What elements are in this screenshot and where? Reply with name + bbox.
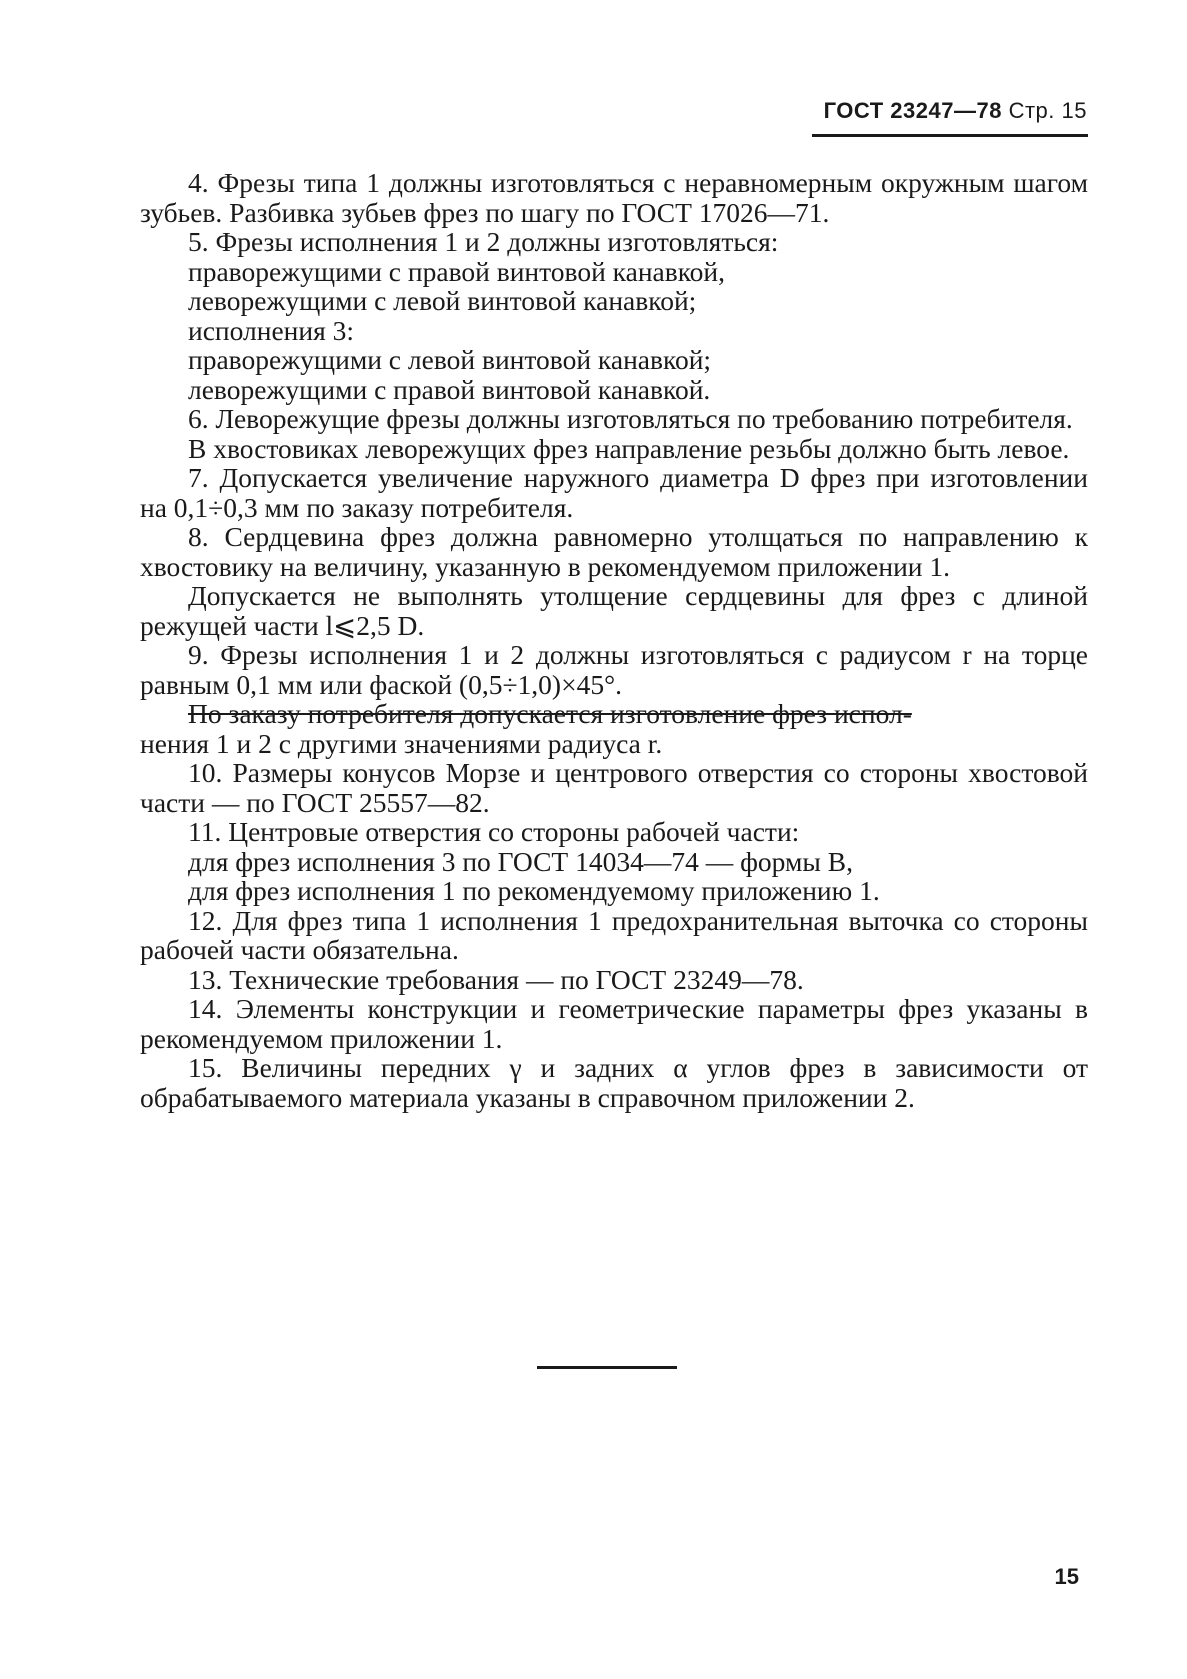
clause-12: 12. Для фрез типа 1 исполнения 1 предохранительная выточка со стороны рабочей части обязательна. [140, 904, 1088, 965]
header-rule [812, 134, 1088, 137]
clause-7: 7. Допускается увеличение наружного диаметра D фрез при изготовлении на 0,1÷0,3 мм по заказу потребителя. [140, 462, 1088, 523]
clause-9-note-text: нения 1 и 2 с другими значениями радиуса r. [140, 727, 663, 759]
page-number: 15 [1054, 1564, 1079, 1589]
clause-11-item-2: для фрез исполнения 1 по рекомендуемому приложению 1. [188, 875, 880, 906]
clause-5-item-3: праворежущими с левой винтовой канавкой; [188, 344, 712, 375]
clause-14: 14. Элементы конструкции и геометрические параметры фрез указаны в рекомендуемом приложении 1. [140, 993, 1088, 1054]
clause-5-item-2: леворежущими с левой винтовой канавкой; [188, 285, 697, 316]
struck-text: По заказу потребителя допускается изготовление фрез испол- [188, 698, 912, 729]
clause-5: 5. Фрезы исполнения 1 и 2 должны изготовляться: [188, 226, 779, 257]
clause-15: 15. Величины передних γ и задних α углов фрез в зависимости от обрабатываемого материала указаны в справочном приложении 2. [140, 1052, 1088, 1113]
clause-11-item-1: для фрез исполнения 3 по ГОСТ 14034—74 — формы В, [188, 845, 853, 877]
clause-8-note: Допускается не выполнять утолщение сердцевины для фрез с длиной режущей части l⩽2,5 D. [140, 580, 1088, 641]
page-label: Стр. 15 [1008, 98, 1087, 123]
clause-5-subheading: исполнения 3: [188, 314, 355, 346]
clause-6: 6. Леворежущие фрезы должны изготовляться по требованию потребителя. [188, 403, 1073, 434]
clause-10: 10. Размеры конусов Морзе и центрового отверстия со стороны хвостовой части — по ГОСТ 25557—82. [140, 757, 1088, 818]
clause-8: 8. Сердцевина фрез должна равномерно утолщаться по направлению к хвостовику на величину, указанную в рекомендуемом приложении 1. [140, 521, 1088, 582]
clause-11: 11. Центровые отверстия со стороны рабочей части: [188, 816, 800, 847]
clause-6-note: В хвостовиках леворежущих фрез направление резьбы должно быть левое. [188, 432, 1070, 464]
clause-13: 13. Технические требования — по ГОСТ 23249—78. [188, 963, 804, 995]
clause-5-item-4: леворежущими с правой винтовой канавкой. [188, 373, 711, 405]
clause-5-item-1: праворежущими с правой винтовой канавкой, [188, 255, 726, 287]
clause-9-note [140, 699, 1088, 758]
standard-number: ГОСТ 23247—78 [823, 98, 1002, 123]
page-header [817, 98, 1087, 124]
document-body [140, 168, 1088, 1112]
clause-9: 9. Фрезы исполнения 1 и 2 должны изготовляться с радиусом r на торце равным 0,1 мм или фаской (0,5÷1,0)×45°. [140, 639, 1088, 700]
end-rule [537, 1366, 677, 1369]
clause-4: 4. Фрезы типа 1 должны изготовляться с неравномерным окружным шагом зубьев. Разбивка зубьев фрез по шагу по ГОСТ 17026—71. [140, 167, 1088, 228]
